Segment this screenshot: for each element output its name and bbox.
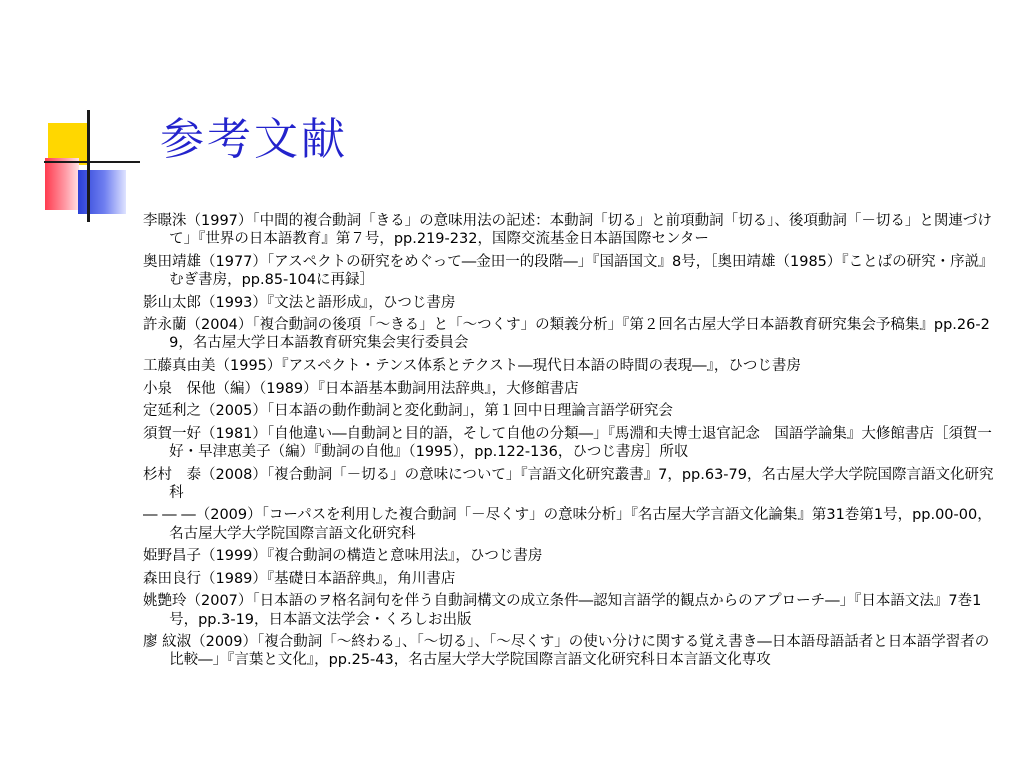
reference-item: 須賀一好（1981）「自他違い―自動詞と目的語，そして自他の分類―」『馬淵和夫博士退官記念 国語学論集』大修館書店［須賀一好・早津恵美子（編）『動詞の自他』（1995），pp.122-136，ひつじ書房］所収 xyxy=(143,425,992,460)
reference-item: 廖 紋淑（2009）「複合動詞「～終わる」、「～切る」、「～尽くす」の使い分けに関する覚え書き―日本語母語話者と日本語学習者の比較―」『言葉と文化』，pp.25-43，名古屋大学大学院国際言語文化研究科日本言語文化専攻 xyxy=(143,634,990,669)
reference-item: 姫野昌子（1999）『複合動詞の構造と意味用法』，ひつじ書房 xyxy=(143,548,543,565)
reference-item: 李暻洙（1997）「中間的複合動詞「きる」の意味用法の記述：本動詞「切る」と前項動詞「切る」、後項動詞「－切る」と関連づけて」『世界の日本語教育』第７号，pp.219-232，国際交流基金日本語国際センター xyxy=(143,213,992,248)
decoration-blue-square xyxy=(78,170,126,214)
reference-item: 許永蘭（2004）「複合動詞の後項「～きる」と「～つくす」の類義分析」『第２回名古屋大学日本語教育研究集会予稿集』pp.26-29，名古屋大学日本語教育研究集会実行委員会 xyxy=(143,317,990,352)
reference-list xyxy=(143,212,1000,674)
reference-item: 小泉 保他（編）（1989）『日本語基本動詞用法辞典』，大修館書店 xyxy=(143,380,579,397)
reference-item: 影山太郎（1993）『文法と語形成』，ひつじ書房 xyxy=(143,294,456,311)
reference-item: 奥田靖雄（1977）「アスペクトの研究をめぐって―金田一的段階―」『国語国文』8号，［奥田靖雄（1985）『ことばの研究・序説』むぎ書房，pp.85-104に再録］ xyxy=(143,253,994,288)
decoration-vertical-line xyxy=(87,110,90,222)
slide-title: 参考文献 xyxy=(160,114,348,165)
reference-item: 森田良行（1989）『基礎日本語辞典』，角川書店 xyxy=(143,570,456,587)
reference-item: 杉村 泰（2008）「複合動詞「－切る」の意味について」『言語文化研究叢書』7，pp.63-79，名古屋大学大学院国際言語文化研究科 xyxy=(143,466,994,501)
decoration-red-square xyxy=(45,158,79,210)
reference-item: 工藤真由美（1995）『アスペクト・テンス体系とテクスト―現代日本語の時間の表現―』，ひつじ書房 xyxy=(143,357,801,374)
reference-item: 定延利之（2005）「日本語の動作動詞と変化動詞」，第１回中日理論言語学研究会 xyxy=(143,403,673,420)
title-decoration xyxy=(0,0,140,230)
reference-item: 姚艶玲（2007）「日本語のヲ格名詞句を伴う自動詞構文の成立条件―認知言語学的観点からのアプローチ―」『日本語文法』7巻1号，pp.3-19，日本語文法学会・くろしお出版 xyxy=(143,593,982,628)
reference-item: ― ― ―（2009）「コーパスを利用した複合動詞「－尽くす」の意味分析」『名古屋大学言語文化論集』第31巻第1号，pp.00-00，名古屋大学大学院国際言語文化研究科 xyxy=(143,507,992,542)
decoration-horizontal-line xyxy=(44,161,140,163)
